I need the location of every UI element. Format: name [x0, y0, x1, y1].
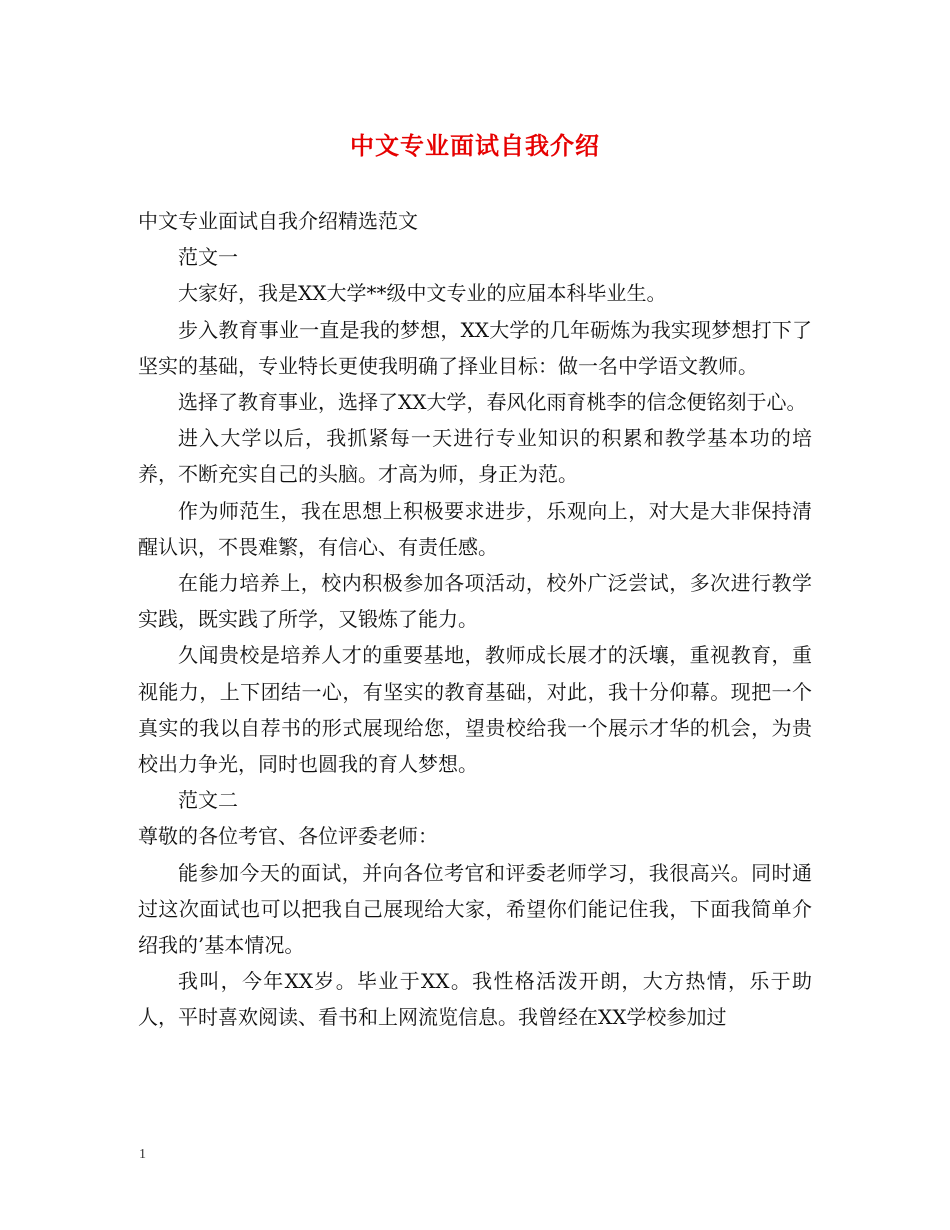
document-title: 中文专业面试自我介绍 — [350, 132, 600, 160]
paragraph: 步入教育事业一直是我的梦想，XX大学的几年砺炼为我实现梦想打下了坚实的基础，专业特长更使我明确了择业目标：做一名中学语文教师。 — [138, 317, 812, 378]
sample-one-heading: 范文一 — [178, 245, 238, 270]
sample-two-heading: 范文二 — [178, 788, 238, 813]
page-number: 1 — [139, 1147, 146, 1162]
document-body — [138, 203, 812, 1036]
paragraph: 大家好，我是XX大学**级中文专业的应届本科毕业生。 — [178, 281, 667, 306]
paragraph: 选择了教育事业，选择了XX大学，春风化雨育桃李的信念便铭刻于心。 — [178, 390, 807, 415]
paragraph: 进入大学以后，我抓紧每一天进行专业知识的积累和教学基本功的培养，不断充实自己的头脑。才高为师，身正为范。 — [138, 426, 812, 487]
paragraph: 在能力培养上，校内积极参加各项活动，校外广泛尝试，多次进行教学实践，既实践了所学，又锻炼了能力。 — [138, 571, 812, 632]
intro-heading: 中文专业面试自我介绍精选范文 — [138, 209, 418, 233]
salutation: 尊敬的各位考官、各位评委老师： — [138, 824, 438, 849]
paragraph: 能参加今天的面试，并向各位考官和评委老师学习，我很高兴。同时通过这次面试也可以把我自己展现给大家，希望你们能记住我，下面我简单介绍我的’基本情况。 — [138, 860, 812, 958]
paragraph: 作为师范生，我在思想上积极要求进步，乐观向上，对大是大非保持清醒认识，不畏难繁，有信心、有责任感。 — [138, 498, 812, 559]
paragraph: 久闻贵校是培养人才的重要基地，教师成长展才的沃壤，重视教育，重视能力，上下团结一心，有坚实的教育基础，对此，我十分仰幕。现把一个真实的我以自荐书的形式展现给您，望贵校给我一个展示才华的机会，为贵校出力争光，同时也圆我的育人梦想。 — [138, 643, 812, 777]
paragraph: 我叫，今年XX岁。毕业于XX。我性格活泼开朗，大方热情，乐于助人，平时喜欢阅读、看书和上网流览信息。我曾经在XX学校参加过 — [138, 969, 812, 1030]
